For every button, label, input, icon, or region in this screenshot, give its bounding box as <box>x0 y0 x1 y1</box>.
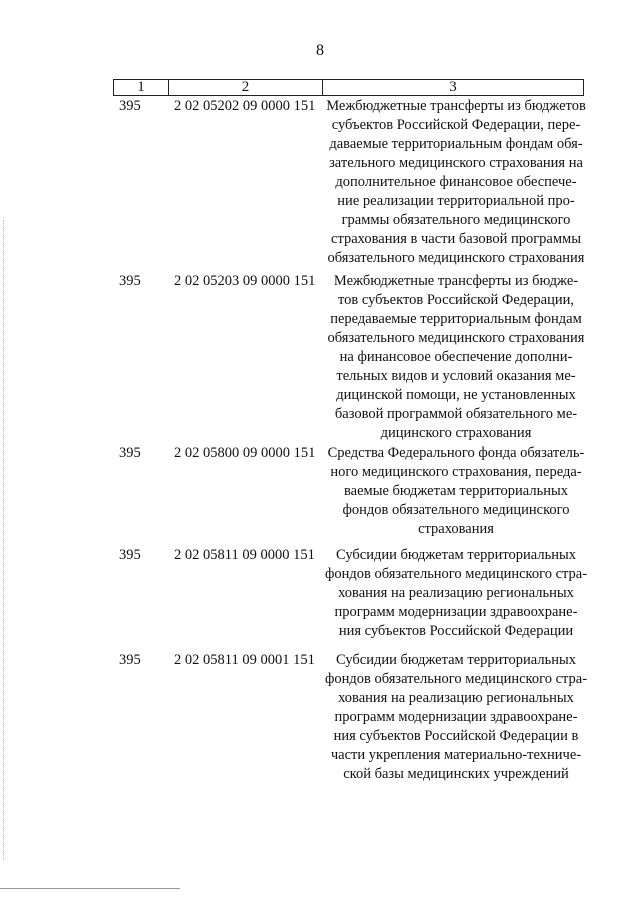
column-header-1: 1 <box>114 80 169 96</box>
description-line: части укрепления материально-техниче- <box>330 747 582 763</box>
description-line: субъектов Российской Федерации, пере- <box>331 117 581 133</box>
description-line: тов субъектов Российской Федерации, <box>337 292 575 308</box>
description-line: фондов обязательного медицинского <box>342 502 570 518</box>
description-line: Субсидии бюджетам территориальных <box>336 652 576 668</box>
description-line: обязательного медицинского страхования <box>327 330 585 346</box>
description-line: ного медицинского страхования, переда- <box>330 464 582 480</box>
description-line: фондов обязательного медицинского стра- <box>324 671 588 687</box>
description-line: Межбюджетные трансферты из бюдже- <box>333 273 579 289</box>
description-line: граммы обязательного медицинского <box>341 212 571 228</box>
description-line: Субсидии бюджетам территориальных <box>336 547 576 563</box>
row-description <box>322 97 590 268</box>
description-line: страхования <box>418 521 494 537</box>
description-line: ния субъектов Российской Федерации <box>338 623 574 639</box>
description-line: программ модернизации здравоохране- <box>334 709 578 725</box>
description-line: обязательного медицинского страхования <box>327 250 585 266</box>
row-description <box>322 444 590 539</box>
page-number: 8 <box>316 42 324 59</box>
admin-code: 395 <box>119 547 141 563</box>
table-header <box>113 79 584 96</box>
budget-code: 2 02 05203 09 0000 151 <box>174 273 316 289</box>
description-line: страхования в части базовой программы <box>331 231 581 247</box>
budget-code: 2 02 05811 09 0000 151 <box>174 547 315 563</box>
row-description <box>322 651 590 784</box>
admin-code: 395 <box>119 273 141 289</box>
description-line: дицинского страхования <box>380 425 532 441</box>
description-line: даваемые территориальным фондам обя- <box>329 136 583 152</box>
description-line: дицинской помощи, не установленных <box>336 387 576 403</box>
scan-margin-artifact <box>3 220 4 860</box>
description-line: базовой программой обязательного ме- <box>334 406 578 422</box>
budget-code: 2 02 05202 09 0000 151 <box>174 98 316 114</box>
description-line: ваемые бюджетам территориальных <box>344 483 568 499</box>
description-line: дополнительное финансовое обеспече- <box>335 174 577 190</box>
budget-code: 2 02 05800 09 0000 151 <box>174 445 316 461</box>
description-line: программ модернизации здравоохране- <box>334 604 578 620</box>
description-line: Межбюджетные трансферты из бюджетов <box>326 98 586 114</box>
description-line: передаваемые территориальным фондам <box>330 311 582 327</box>
column-header-2: 2 <box>169 80 323 96</box>
description-line: хования на реализацию региональных <box>338 585 574 601</box>
description-line: на финансовое обеспечение дополни- <box>339 349 573 365</box>
description-line: хования на реализацию региональных <box>338 690 574 706</box>
footer-rule <box>0 888 180 889</box>
budget-code: 2 02 05811 09 0001 151 <box>174 652 315 668</box>
row-description <box>322 272 590 443</box>
row-description <box>322 546 590 641</box>
description-line: Средства Федерального фонда обязатель- <box>327 445 585 461</box>
description-line: ния субъектов Российской Федерации в <box>333 728 579 744</box>
description-line: зательного медицинского страхования на <box>329 155 583 171</box>
admin-code: 395 <box>119 445 141 461</box>
description-line: фондов обязательного медицинского стра- <box>324 566 588 582</box>
admin-code: 395 <box>119 98 141 114</box>
description-line: ние реализации территориальной про- <box>337 193 575 209</box>
admin-code: 395 <box>119 652 141 668</box>
column-header-3: 3 <box>323 80 584 96</box>
description-line: тельных видов и условий оказания ме- <box>336 368 576 384</box>
description-line: ской базы медицинских учреждений <box>343 766 569 782</box>
